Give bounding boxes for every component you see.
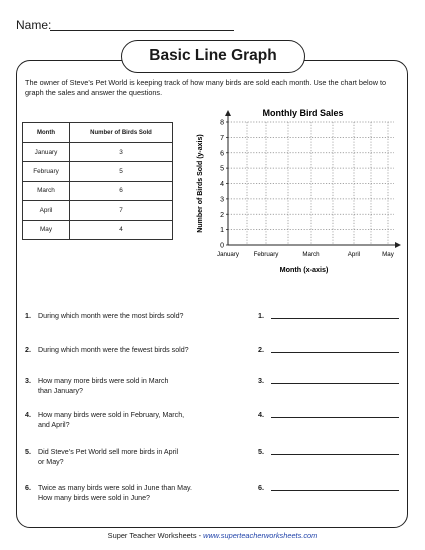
- question-item: [25, 345, 260, 355]
- y-tick-label: 2: [220, 211, 224, 219]
- question-number: 5.: [25, 448, 31, 456]
- name-label: Name:: [16, 18, 52, 32]
- name-field[interactable]: [50, 30, 234, 31]
- footer: [0, 531, 425, 540]
- column-header-birds-sold: Number of Birds Sold: [70, 123, 173, 143]
- y-tick-labels: [220, 120, 228, 250]
- question-text-line: than January?: [38, 387, 83, 395]
- question-number: 6.: [25, 484, 31, 492]
- y-tick-label: 4: [220, 181, 224, 188]
- footer-url-link[interactable]: www.superteacherworksheets.com: [203, 531, 318, 540]
- table-row: [23, 162, 173, 181]
- table-cell-value: 6: [70, 181, 173, 200]
- table-cell-month: April: [23, 201, 70, 220]
- line-graph: [178, 102, 408, 274]
- question-text-line: How many birds were sold in June?: [38, 494, 150, 502]
- table-cell-month: March: [23, 181, 70, 200]
- question-text-line: During which month were the most birds sold?: [38, 312, 184, 320]
- x-tick-label: April: [347, 251, 361, 258]
- x-tick-labels: [217, 251, 395, 258]
- question-number: 4.: [25, 411, 31, 419]
- question-number: 3.: [25, 377, 31, 385]
- y-tick-label: 6: [220, 150, 224, 158]
- answer-number: 1.: [258, 311, 264, 320]
- answer-number: 3.: [258, 376, 264, 385]
- answer-number: 6.: [258, 483, 264, 492]
- answer-line[interactable]: [271, 352, 399, 353]
- question-text-line: How many birds were sold in February, March,: [38, 411, 185, 419]
- table-header-row: [23, 123, 173, 143]
- page-title: Basic Line Graph: [121, 40, 305, 73]
- table-row: [23, 201, 173, 220]
- table-row: [23, 143, 173, 162]
- x-tick-label: May: [382, 251, 394, 258]
- y-tick-label: 5: [220, 165, 224, 173]
- answer-line[interactable]: [271, 454, 399, 455]
- answer-line[interactable]: [271, 318, 399, 319]
- x-tick-label: January: [216, 251, 240, 258]
- question-item: [25, 447, 260, 467]
- question-item: [25, 410, 260, 430]
- table-cell-month: January: [23, 143, 70, 162]
- question-text-line: During which month were the fewest birds sold?: [38, 346, 189, 354]
- x-axis-arrow-icon: [395, 242, 401, 248]
- answer-line[interactable]: [271, 383, 399, 384]
- chart-grid: [228, 122, 394, 245]
- x-tick-label: February: [253, 251, 279, 258]
- question-item: [25, 483, 260, 503]
- y-tick-label: 3: [220, 196, 224, 204]
- chart-title: Monthly Bird Sales: [262, 108, 344, 118]
- question-text-line: How many more birds were sold in March: [38, 377, 169, 385]
- y-tick-label: 7: [220, 134, 224, 142]
- y-axis-arrow-icon: [225, 110, 231, 116]
- footer-text: Super Teacher Worksheets -: [107, 531, 204, 540]
- question-number: 1.: [25, 312, 31, 320]
- answer-number: 4.: [258, 410, 264, 419]
- question-number: 2.: [25, 346, 31, 354]
- table-cell-value: 3: [70, 143, 173, 162]
- question-text-line: and April?: [38, 421, 70, 429]
- answer-line[interactable]: [271, 490, 399, 491]
- answer-number: 2.: [258, 345, 264, 354]
- table-cell-value: 4: [70, 220, 173, 239]
- table-cell-value: 7: [70, 201, 173, 220]
- answer-line[interactable]: [271, 417, 399, 418]
- answer-number: 5.: [258, 447, 264, 456]
- table-row: [23, 220, 173, 239]
- chart-axes: [225, 110, 401, 248]
- table-row: [23, 181, 173, 200]
- x-axis-label: Month (x-axis): [279, 265, 329, 274]
- table-cell-month: May: [23, 220, 70, 239]
- question-text-line: Did Steve’s Pet World sell more birds in April: [38, 448, 179, 456]
- y-tick-label: 1: [220, 227, 224, 235]
- y-tick-label: 8: [220, 119, 224, 127]
- question-text-line: Twice as many birds were sold in June than May.: [38, 484, 193, 492]
- bird-sales-table: [22, 122, 173, 240]
- table-cell-month: February: [23, 162, 70, 181]
- column-header-month: Month: [23, 123, 70, 143]
- y-axis-label: Number of Birds Sold (y-axis): [197, 134, 204, 233]
- question-text-line: or May?: [38, 458, 64, 466]
- question-item: [25, 311, 260, 321]
- question-item: [25, 376, 260, 396]
- y-tick-label: 0: [220, 242, 224, 250]
- intro-text: The owner of Steve’s Pet World is keeping track of how many birds are sold each month. Use the chart below to graph the sales and answer the questions.: [25, 78, 387, 97]
- table-cell-value: 5: [70, 162, 173, 181]
- x-tick-label: March: [302, 251, 320, 258]
